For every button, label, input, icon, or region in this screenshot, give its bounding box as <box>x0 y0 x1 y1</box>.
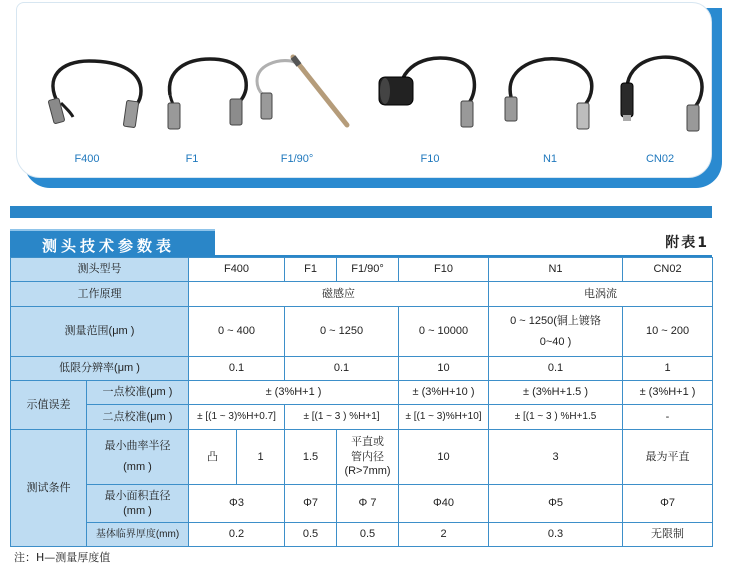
row-label-one-point: 一点校准(μm ) <box>87 381 189 405</box>
coiled-cable-probe-icon <box>37 47 147 137</box>
cell-curvature-f1-90 <box>337 430 399 485</box>
table-row <box>11 523 713 547</box>
table-row <box>11 381 713 405</box>
cell-resolution-cn02: 1 <box>623 357 713 381</box>
cell-one-point-n1: ± (3%H+1.5 ) <box>489 381 623 405</box>
cell-thickness-f10: 2 <box>399 523 489 547</box>
cell-one-point-f400-f1: ± (3%H+1 ) <box>189 381 399 405</box>
row-label-model: 测头型号 <box>11 258 189 282</box>
row-label-area <box>87 485 189 523</box>
cell-curvature-n1: 3 <box>489 430 623 485</box>
group-label-conditions: 测试条件 <box>11 430 87 547</box>
table-row <box>11 307 713 357</box>
row-label-range: 测量范围(μm ) <box>11 307 189 357</box>
cell-model-cn02: CN02 <box>623 258 713 282</box>
cell-model-f400: F400 <box>189 258 285 282</box>
cell-two-point-f10: ± [(1 ~ 3)%H+10] <box>399 405 489 430</box>
cell-thickness-f1: 0.5 <box>285 523 337 547</box>
probe-label-f1: F1 <box>185 153 199 165</box>
probe-label-n1: N1 <box>542 153 558 165</box>
table-row <box>11 430 713 485</box>
probe-label-cn02: CN02 <box>645 153 675 165</box>
table-row <box>11 258 713 282</box>
cell-curvature-f1-90-line2: 管内径 <box>351 450 385 463</box>
cell-range-cn02: 10 ~ 200 <box>623 307 713 357</box>
row-label-two-point: 二点校准(μm ) <box>87 405 189 430</box>
cell-resolution-f1: 0.1 <box>285 357 399 381</box>
cell-range-f1: 0 ~ 1250 <box>285 307 399 357</box>
row-label-resolution: 低限分辨率(μm ) <box>11 357 189 381</box>
cell-principle-eddy: 电涡流 <box>489 282 713 307</box>
coiled-cable-probe-icon <box>150 47 260 137</box>
cell-curvature-f1: 1.5 <box>285 430 337 485</box>
cell-area-f1-90: Φ 7 <box>337 485 399 523</box>
cell-one-point-cn02: ± (3%H+1 ) <box>623 381 713 405</box>
probe-label-f1-90: F1/90° <box>280 153 314 165</box>
cell-curvature-f1-90-line3: (R>7mm) <box>344 465 391 478</box>
probe-label-f400: F400 <box>74 153 100 165</box>
cell-range-f10: 0 ~ 10000 <box>399 307 489 357</box>
row-label-curvature-line1: 最小曲率半径 <box>104 440 171 453</box>
group-label-error: 示值误差 <box>11 381 87 430</box>
cell-curvature-f400: 1 <box>237 430 285 485</box>
probe-spec-table <box>10 257 713 547</box>
cell-range-n1-line1: 0 ~ 1250(铜上镀铬 <box>510 314 601 327</box>
cell-area-cn02: Φ7 <box>623 485 713 523</box>
footnote: 注：H—测量厚度值 <box>14 551 111 564</box>
header-stripe <box>10 206 712 218</box>
cell-curvature-f10: 10 <box>399 430 489 485</box>
cell-principle-magnetic: 磁感应 <box>189 282 489 307</box>
cell-two-point-f1: ± [(1 ~ 3 ) %H+1] <box>285 405 399 430</box>
table-row <box>11 282 713 307</box>
pen-probe-icon <box>609 47 719 137</box>
cell-curvature-f1-90-line1: 平直或 <box>351 435 385 448</box>
table-row <box>11 357 713 381</box>
cell-model-n1: N1 <box>489 258 623 282</box>
large-head-probe-icon <box>373 47 483 137</box>
row-label-area-line2: (mm ) <box>123 504 152 517</box>
cell-model-f1-90: F1/90° <box>337 258 399 282</box>
probe-panel <box>16 2 712 178</box>
table-row <box>11 485 713 523</box>
cell-area-f400: Φ3 <box>189 485 285 523</box>
cell-model-f10: F10 <box>399 258 489 282</box>
cell-model-f1: F1 <box>285 258 337 282</box>
cell-area-f1: Φ7 <box>285 485 337 523</box>
cell-area-n1: Φ5 <box>489 485 623 523</box>
row-label-curvature-line2: (mm ) <box>123 461 152 473</box>
cell-range-n1-line2: 0~40 ) <box>539 335 572 348</box>
cell-resolution-f400: 0.1 <box>189 357 285 381</box>
cell-range-n1 <box>489 307 623 357</box>
cell-curvature-cn02: 最为平直 <box>623 430 713 485</box>
cell-curvature-f400-type: 凸 <box>189 430 237 485</box>
cell-thickness-cn02: 无限制 <box>623 523 713 547</box>
row-label-principle: 工作原理 <box>11 282 189 307</box>
cell-two-point-f400: ± [(1 ~ 3)%H+0.7] <box>189 405 285 430</box>
cell-resolution-n1: 0.1 <box>489 357 623 381</box>
cell-one-point-f10: ± (3%H+10 ) <box>399 381 489 405</box>
cell-area-f10: Φ40 <box>399 485 489 523</box>
appendix-label: 附表1 <box>665 235 709 251</box>
coiled-cable-probe-icon <box>495 47 605 137</box>
cell-two-point-n1: ± [(1 ~ 3 ) %H+1.5 <box>489 405 623 430</box>
cell-thickness-f400: 0.2 <box>189 523 285 547</box>
row-label-curvature <box>87 430 189 485</box>
cell-two-point-cn02: - <box>623 405 713 430</box>
rod-probe-icon <box>247 47 357 137</box>
cell-range-f400: 0 ~ 400 <box>189 307 285 357</box>
table-row <box>11 405 713 430</box>
probe-label-f10: F10 <box>420 153 440 165</box>
table-title-tab <box>10 229 215 256</box>
table-title: 测头技术参数表 <box>42 237 176 255</box>
cell-thickness-n1: 0.3 <box>489 523 623 547</box>
row-label-thickness: 基体临界厚度(mm) <box>87 523 189 547</box>
cell-thickness-f1-90: 0.5 <box>337 523 399 547</box>
row-label-area-line1: 最小面积直径 <box>104 489 171 502</box>
cell-resolution-f10: 10 <box>399 357 489 381</box>
